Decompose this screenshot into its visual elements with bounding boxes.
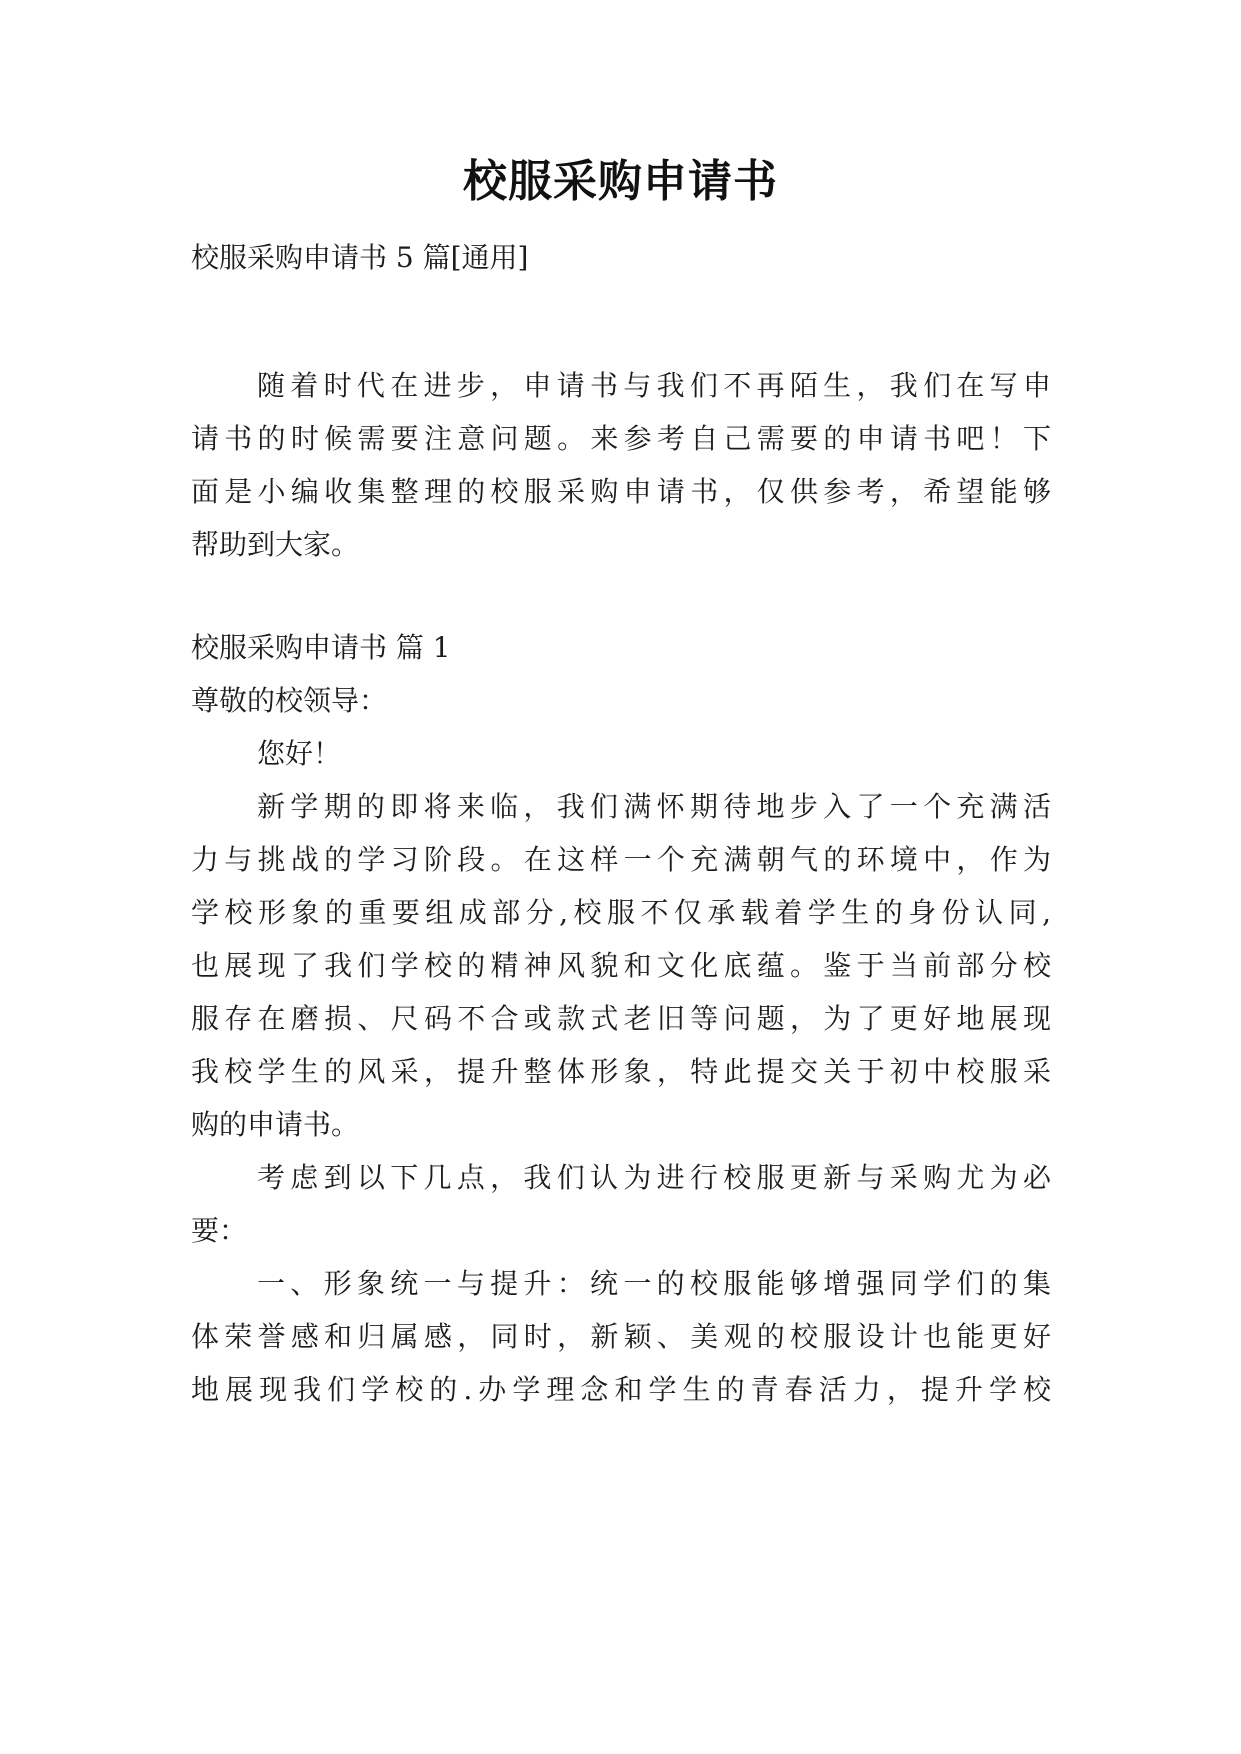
body-line: 考虑到以下几点，我们认为进行校服更新与采购尤为必: [257, 1161, 1051, 1194]
body-line: 服存在磨损、尺码不合或款式老旧等问题，为了更好地展现: [191, 1002, 1051, 1035]
body-line: 体荣誉感和归属感，同时，新颖、美观的校服设计也能更好: [191, 1320, 1051, 1353]
salutation: 尊敬的校领导：: [191, 684, 388, 717]
body-line: 一、形象统一与提升：统一的校服能够增强同学们的集: [257, 1267, 1051, 1300]
body-line: 要：: [191, 1214, 248, 1247]
body-line: 我校学生的风采，提升整体形象，特此提交关于初中校服采: [191, 1055, 1051, 1088]
intro-line: 请书的时候需要注意问题。来参考自己需要的申请书吧！下: [191, 422, 1051, 455]
body-line: 地展现我们学校的.办学理念和学生的青春活力，提升学校: [191, 1373, 1051, 1406]
body-line: 购的申请书。: [191, 1108, 360, 1141]
body-line: 力与挑战的学习阶段。在这样一个充满朝气的环境中，作为: [191, 843, 1051, 876]
section-heading: 校服采购申请书 篇 1: [191, 631, 451, 664]
intro-line: 随着时代在进步，申请书与我们不再陌生，我们在写申: [257, 369, 1051, 402]
intro-line: 帮助到大家。: [191, 528, 360, 561]
greeting: 您好！: [257, 737, 342, 770]
intro-line: 面是小编收集整理的校服采购申请书，仅供参考，希望能够: [191, 475, 1051, 508]
document-title: 校服采购申请书: [463, 156, 778, 207]
document-subtitle: 校服采购申请书 5 篇[通用]: [191, 241, 529, 274]
body-line: 也展现了我们学校的精神风貌和文化底蕴。鉴于当前部分校: [191, 949, 1051, 982]
body-line: 学校形象的重要组成部分,校服不仅承载着学生的身份认同,: [191, 896, 1051, 929]
body-line: 新学期的即将来临，我们满怀期待地步入了一个充满活: [257, 790, 1051, 823]
